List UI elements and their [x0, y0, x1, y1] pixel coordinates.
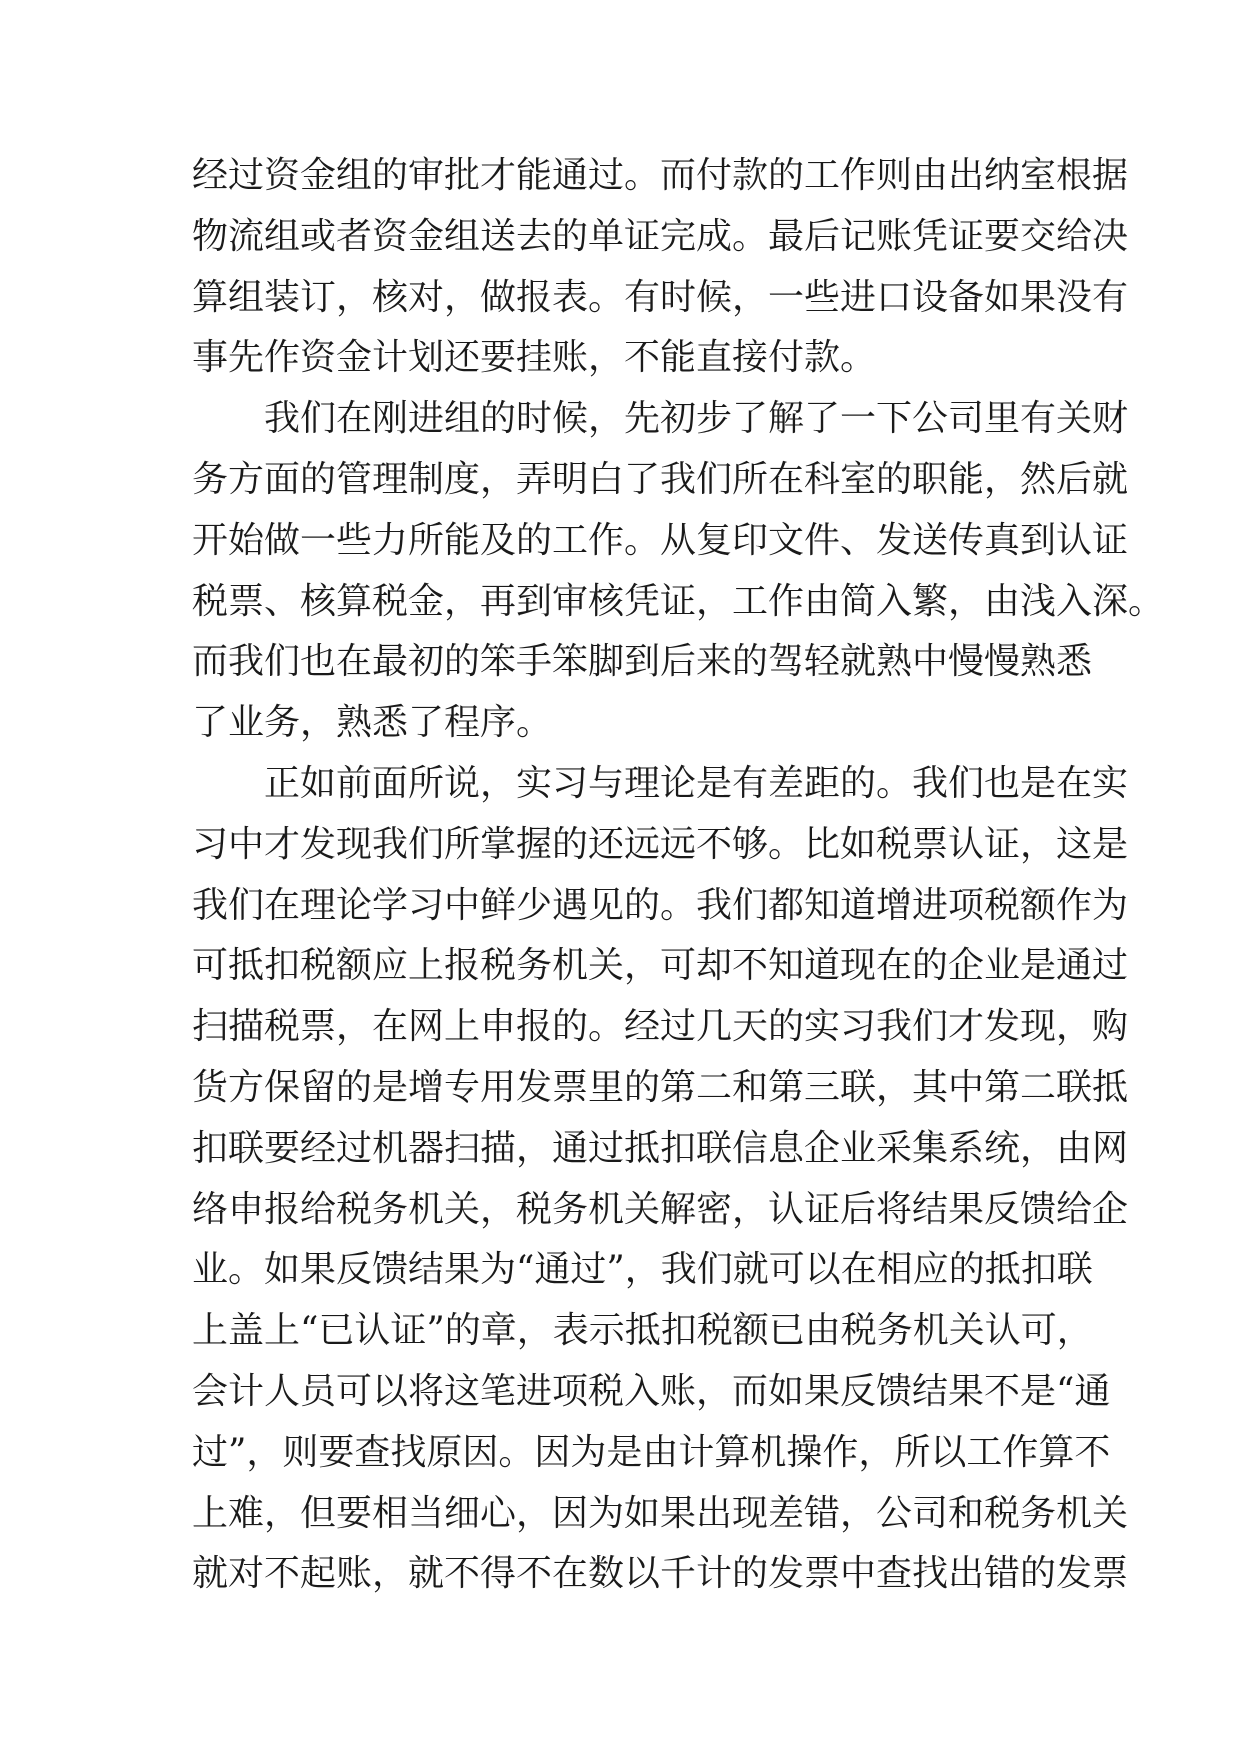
- text-line: 事先作资金计划还要挂账，不能直接付款。: [192, 337, 877, 379]
- paragraph: [192, 754, 1129, 1605]
- text-line: 开始做一些力所能及的工作。从复印文件、发送传真到认证: [192, 519, 1129, 561]
- text-line: 经过资金组的审批才能通过。而付款的工作则由出纳室根据: [192, 155, 1129, 196]
- text-line: 税票、核算税金，再到审核凭证，工作由简入繁，由浅入深。: [192, 580, 1165, 622]
- text-line: 业。如果反馈结果为“通过”，我们就可以在相应的抵扣联: [192, 1249, 1093, 1291]
- body-text: [192, 146, 1165, 1605]
- text-line: 络申报给税务机关，税务机关解密，认证后将结果反馈给企: [192, 1188, 1129, 1230]
- text-line: 上盖上“已认证”的章，表示抵扣税额已由税务机关认可，: [192, 1310, 1093, 1352]
- text-line: 而我们也在最初的笨手笨脚到后来的驾轻就熟中慢慢熟悉: [192, 641, 1093, 683]
- text-line: 算组装订，核对，做报表。有时候，一些进口设备如果没有: [192, 276, 1129, 318]
- text-line: 了业务，熟悉了程序。: [192, 702, 553, 744]
- text-line: 习中才发现我们所掌握的还远远不够。比如税票认证，这是: [192, 823, 1129, 865]
- text-line: 货方保留的是增专用发票里的第二和第三联，其中第二联抵: [192, 1066, 1129, 1108]
- text-line: 我们在刚进组的时候，先初步了解了一下公司里有关财: [264, 398, 1129, 440]
- text-line: 就对不起账，就不得不在数以千计的发票中查找出错的发票: [192, 1553, 1129, 1595]
- paragraph: [192, 146, 1129, 389]
- text-line: 物流组或者资金组送去的单证完成。最后记账凭证要交给决: [192, 215, 1129, 257]
- text-line: 扣联要经过机器扫描，通过抵扣联信息企业采集系统，由网: [192, 1127, 1129, 1169]
- text-line: 我们在理论学习中鲜少遇见的。我们都知道增进项税额作为: [192, 884, 1129, 926]
- text-line: 扫描税票，在网上申报的。经过几天的实习我们才发现，购: [192, 1006, 1129, 1048]
- text-line: 正如前面所说，实习与理论是有差距的。我们也是在实: [264, 762, 1129, 804]
- text-line: 会计人员可以将这笔进项税入账，而如果反馈结果不是“通: [192, 1370, 1111, 1412]
- text-line: 上难，但要相当细心，因为如果出现差错，公司和税务机关: [192, 1492, 1129, 1534]
- text-line: 过”，则要查找原因。因为是由计算机操作，所以工作算不: [192, 1431, 1111, 1473]
- paragraph: [192, 389, 1165, 754]
- text-line: 可抵扣税额应上报税务机关，可却不知道现在的企业是通过: [192, 945, 1129, 987]
- text-line: 务方面的管理制度，弄明白了我们所在科室的职能，然后就: [192, 458, 1129, 500]
